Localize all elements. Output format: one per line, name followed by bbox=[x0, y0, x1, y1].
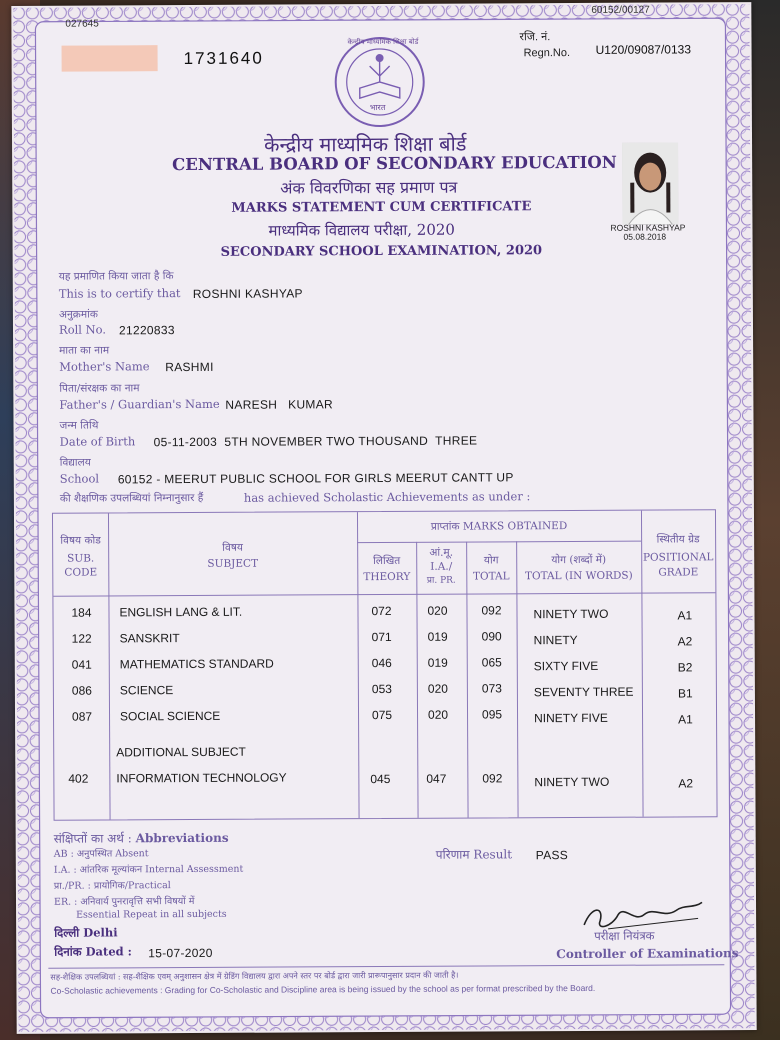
roll-label-en: Roll No. bbox=[58, 322, 107, 337]
doc-title-hindi: अंक विवरणिका सह प्रमाण पत्र bbox=[280, 177, 458, 198]
abbrev-er: ER. : अनिवार्य पुनरावृत्ति सभी विषयों में bbox=[53, 895, 195, 908]
father-label-en: Father's / Guardian's Name bbox=[59, 396, 220, 412]
student-photo bbox=[622, 142, 678, 224]
roll-label-hi: अनुक्रमांक bbox=[58, 308, 98, 321]
exam-title-english: SECONDARY SCHOOL EXAMINATION, 2020 bbox=[220, 243, 543, 260]
abbrev-pr: प्रा./PR. : प्रायोगिक/Practical bbox=[53, 880, 171, 892]
footer-hindi: सह-शैक्षिक उपलब्धियां : सह-शैक्षिक एवम् अनुशासन क्षेत्र में ग्रेडिंग विद्यालय द्वारा अपने स्तर पर बोर्ड द्वारा जारी प्रारूपानुसार प्रदान की जाती है। bbox=[50, 970, 459, 982]
certificate-number: 1731640 bbox=[183, 48, 264, 69]
col-subject-en: SUBJECT bbox=[207, 557, 259, 570]
certificate-sheet bbox=[11, 2, 756, 1034]
dob-label-hi: जन्म तिथि bbox=[59, 419, 99, 432]
photo-name: ROSHNI KASHYAP bbox=[610, 222, 686, 233]
col-ia-hi: आं.मू. bbox=[429, 546, 454, 559]
cbse-emblem bbox=[333, 36, 425, 128]
photo-date: 05.08.2018 bbox=[623, 231, 667, 242]
board-title-hindi: केन्द्रीय माध्यमिक शिक्षा बोर्ड bbox=[263, 131, 467, 157]
serial-top: 027645 bbox=[65, 18, 99, 30]
col-theory-hi: लिखित bbox=[373, 554, 401, 568]
exam-title-hindi: माध्यमिक विद्यालय परीक्षा, 2020 bbox=[268, 220, 455, 240]
col-code-en1: SUB. bbox=[67, 552, 95, 565]
col-ia-en2: प्रा. PR. bbox=[426, 575, 456, 586]
regn-number: U120/09087/0133 bbox=[595, 42, 692, 57]
col-code-en2: CODE bbox=[64, 566, 98, 579]
controller-hi: परीक्षा नियंत्रक bbox=[594, 928, 655, 943]
school-label-en: School bbox=[59, 471, 100, 486]
col-grade-en2: GRADE bbox=[658, 566, 699, 579]
col-total-en: TOTAL bbox=[472, 570, 510, 583]
dob-label-en: Date of Birth bbox=[59, 434, 136, 449]
col-subject-hi: विषय bbox=[222, 541, 244, 554]
col-code-hi: विषय कोड bbox=[60, 534, 101, 547]
abbrev-ia: I.A. : आंतरिक मूल्यांकन Internal Assessment bbox=[53, 863, 244, 876]
doc-title-english: MARKS STATEMENT CUM CERTIFICATE bbox=[231, 199, 532, 216]
col-ia-en: I.A./ bbox=[430, 560, 453, 573]
roll-number: 21220833 bbox=[118, 323, 175, 338]
student-name: ROSHNI KASHYAP bbox=[192, 286, 303, 301]
col-words-en: TOTAL (IN WORDS) bbox=[524, 569, 633, 583]
achievements-label-en: has achieved Scholastic Achievements as under : bbox=[243, 489, 531, 505]
school-name: 60152 - MEERUT PUBLIC SCHOOL FOR GIRLS MEERUT CANTT UP bbox=[117, 470, 514, 487]
result-label: परिणाम Result bbox=[435, 847, 513, 862]
col-theory-en: THEORY bbox=[363, 570, 411, 584]
father-label-hi: पिता/संरक्षक का नाम bbox=[59, 382, 140, 395]
mother-label-en: Mother's Name bbox=[59, 359, 150, 374]
certify-label-en: This is to certify that bbox=[58, 286, 181, 301]
school-label-hi: विद्यालय bbox=[59, 456, 91, 469]
col-grade-hi: स्थितीय ग्रेड bbox=[656, 533, 700, 546]
col-grade-en1: POSITIONAL bbox=[642, 551, 714, 564]
footer-english: Co-Scholastic achievements : Grading for Co-Scholastic and Discipline area is being issued by the school as per format prescribed by the Board. bbox=[50, 982, 596, 996]
abbrev-ab: AB : अनुपस्थित Absent bbox=[53, 848, 149, 860]
col-words-hi: योग (शब्दों में) bbox=[551, 553, 607, 567]
additional-subject-heading: ADDITIONAL SUBJECT bbox=[116, 744, 246, 760]
emblem-bottom-text: भारत bbox=[369, 102, 386, 113]
dated-label: दिनांक Dated : bbox=[54, 944, 132, 959]
controller-en: Controller of Examinations bbox=[556, 946, 739, 962]
board-title-english: CENTRAL BOARD OF SECONDARY EDUCATION bbox=[172, 152, 617, 175]
date-of-birth: 05-11-2003 5TH NOVEMBER TWO THOUSAND THREE bbox=[153, 433, 478, 450]
emblem-top-text: केन्द्रीय माध्यमिक शिक्षा बोर्ड bbox=[347, 37, 419, 47]
certify-label-hi: यह प्रमाणित किया जाता है कि bbox=[58, 270, 174, 283]
regn-label-hi: रजि. नं. bbox=[519, 31, 551, 44]
mother-name: RASHMI bbox=[165, 359, 214, 375]
col-total-hi: योग bbox=[483, 554, 499, 567]
col-marks-header: प्राप्तांक MARKS OBTAINED bbox=[430, 520, 568, 533]
marks-table: विषय कोड SUB. CODE विषय SUBJECT प्राप्तांक MARKS OBTAINED लिखित THEORY आं.मू. I.A./ प्रा. PR. योग TOTAL योग (शब्दों में) TOTAL (IN WORDS) स्थितीय ग्रेड POSITIONAL GRADE 184 ENGLISH LANG & LIT. 072 020 092 NINETY TWO A1 122 SANSKRIT 071 019 090 NINETY A2 041 MATHEMATICS STANDARD 046 019 065 SIXTY FIVE B2 086 SCIENCE 053 020 073 SEVENTY THREE B1 087 SOCIAL SCIENCE 075 020 095 NINETY FIVE A1 ADDITIONAL SUBJECT 402 INFORMATION TECHNOLOGY 045 047 092 NINETY TWO A2 bbox=[52, 509, 718, 820]
stamp-box bbox=[62, 45, 158, 72]
mother-label-hi: माता का नाम bbox=[59, 344, 110, 357]
place: दिल्ली Delhi bbox=[54, 925, 118, 940]
father-name: NARESH KUMAR bbox=[225, 397, 334, 412]
serial-top-right: 60152/00127 bbox=[591, 4, 650, 16]
result-value: PASS bbox=[535, 848, 569, 863]
dated-value: 15-07-2020 bbox=[148, 945, 213, 961]
abbrev-er2: Essential Repeat in all subjects bbox=[76, 908, 227, 921]
achievements-label-hi: की शैक्षणिक उपलब्धियां निम्नानुसार हैं bbox=[59, 491, 204, 505]
abbrev-heading: संक्षिप्तों का अर्थ : Abbreviations bbox=[53, 830, 229, 846]
regn-label-en: Regn.No. bbox=[523, 47, 571, 60]
